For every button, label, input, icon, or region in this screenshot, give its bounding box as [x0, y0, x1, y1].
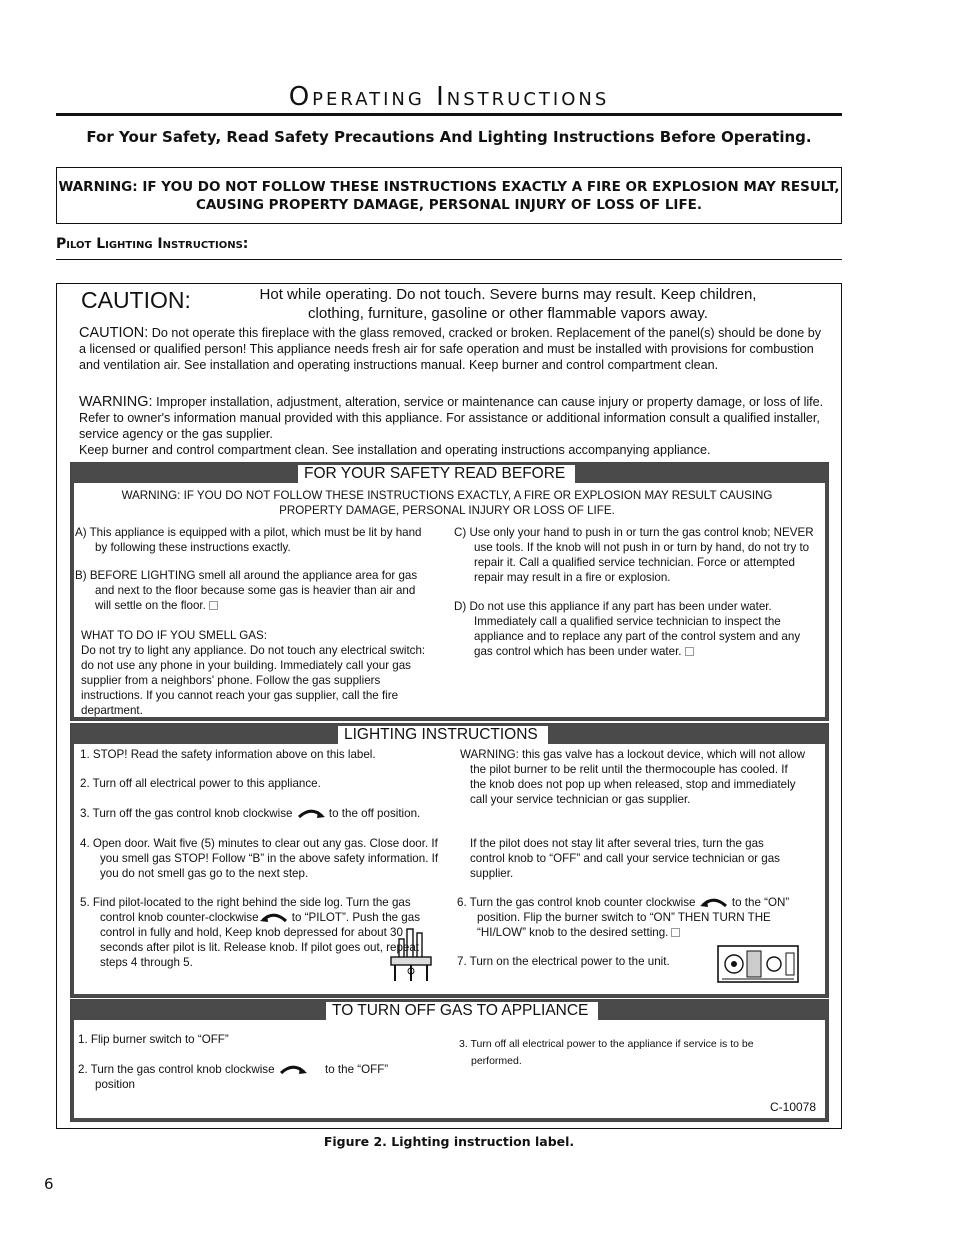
safety-item-c: C) Use only your hand to push in or turn the gas control knob; NEVER use tools. If the knob will not push in or turn by hand, do not try to repair it. Call a qualified service technician. Force or attempted repair may result in a fire or explosion. [454, 526, 814, 584]
smell-gas-text: Do not try to light any appliance. Do not touch any electrical switch: do not use any phone in your building. Immediately call your gas supplier from a neighbors' phone. Follow the gas suppliers instructions. If you cannot reach your gas supplier, call the fire department. [81, 644, 426, 717]
lockout-warning: WARNING: this gas valve has a lockout device, which will not allow the pilot burner to be relit until the thermocouple has cooled. If the knob does not pop up when released, stop and immediately call your service technician or gas supplier. [460, 748, 805, 806]
caution-lead: CAUTION: [79, 325, 149, 341]
page-number: 6 [44, 1175, 54, 1193]
title-rule [56, 113, 842, 116]
safety-item-d: D) Do not use this appliance if any part has been under water. Immediately call a qualified service technician to inspect the appliance and to replace any part of the control system and any gas control which has been under water. [454, 600, 801, 658]
section-heading: Pilot Lighting Instructions: [56, 236, 249, 252]
counter-clockwise-arrow-icon [699, 897, 729, 908]
safety-heading: For Your Safety, Read Safety Precautions And Lighting Instructions Before Operating. [86, 128, 812, 146]
lighting-step-4: 4. Open door. Wait five (5) minutes to clear out any gas. Close door. If you smell gas STOP! Follow “B” in the above safety information. If you do not smell gas go to the next step. [80, 837, 439, 880]
turnoff-panel-tab: TO TURN OFF GAS TO APPLIANCE [326, 1002, 598, 1020]
safety-item-b: B) BEFORE LIGHTING smell all around the appliance area for gas and next to the floor because some gas is heavier than air and will settle on the floor. [75, 569, 418, 612]
safety-item-a: A) This appliance is equipped with a pilot, which must be lit by hand by following these instructions exactly. [75, 526, 422, 554]
pilot-fail-text: If the pilot does not stay lit after several tries, turn the gas control knob to “OFF” and call your service technician or gas supplier. [470, 837, 780, 880]
warning-box-text: WARNING: IF YOU DO NOT FOLLOW THESE INSTRUCTIONS EXACTLY A FIRE OR EXPLOSION MAY RESULT, CAUSING PROPERTY DAMAGE, PERSONAL INJURY OF LOSS OF LIFE. [58, 179, 840, 213]
lighting-step-1: 1. STOP! Read the safety information above on this label. [80, 748, 376, 761]
turnoff-step-2: 2. Turn the gas control knob clockwise to the “OFF” [78, 1063, 389, 1076]
lighting-panel-tab: LIGHTING INSTRUCTIONS [338, 726, 548, 744]
counter-clockwise-arrow-icon [259, 912, 289, 923]
caution-title: CAUTION: [81, 287, 191, 313]
lighting-step-5: 5. Find pilot-located to the right behind the side log. Turn the gas control knob counter-clockwise to “PILOT”. Push the gas control in fully and hold, Keep knob depressed for about 30 seconds after pilot is lit. Release knob. If pilot goes out, repeat steps 4 through 5. [80, 896, 420, 969]
caution-paragraph [79, 325, 824, 373]
keep-clean-text: Keep burner and control compartment clean. See installation and operating instructions accompanying appliance. [79, 443, 711, 457]
clockwise-arrow-icon [296, 808, 326, 819]
section-rule [56, 259, 842, 260]
pilot-assembly-illustration [385, 925, 441, 983]
figure-caption: Figure 2. Lighting instruction label. [323, 1134, 575, 1149]
lighting-step-6: 6. Turn the gas control knob counter clockwise to the “ON” position. Flip the burner switch to “ON” THEN TURN THE “HI/LOW” knob to the desired setting. [457, 896, 790, 939]
label-code: C-10078 [770, 1100, 817, 1114]
turnoff-step-2-cont: position [95, 1078, 135, 1091]
caution-text: Hot while operating. Do not touch. Severe burns may result. Keep children, clothing, furniture, gasoline or other flammable vapors away. [259, 286, 757, 322]
warning-box [56, 167, 842, 224]
turnoff-step-1: 1. Flip burner switch to “OFF” [78, 1033, 229, 1046]
caution-body: Do not operate this fireplace with the glass removed, cracked or broken. Replacement of the panel(s) should be done by a licensed or qualified person! This appliance needs fresh air for safe operation and must be installed with provisions for combustion and ventilation air. See installation and operating instructions manual. Keep burner and control compartment clean. [79, 326, 822, 372]
page-title: Operating Instructions [288, 82, 610, 112]
safety-panel-tab: FOR YOUR SAFETY READ BEFORE [298, 465, 575, 483]
warning-body: Improper installation, adjustment, alteration, service or maintenance can cause injury or property damage, or loss of life. Refer to owner's information manual provided with this appliance. For assistance or additional information consult a qualified installer, service agency or the gas supplier. [79, 395, 824, 441]
lighting-step-3: 3. Turn off the gas control knob clockwise to the off position. [80, 807, 421, 820]
box-glyph-icon [209, 601, 218, 610]
smell-gas-heading: WHAT TO DO IF YOU SMELL GAS: [81, 629, 267, 642]
box-glyph-icon [685, 647, 694, 656]
box-glyph-icon [671, 928, 680, 937]
lighting-step-7: 7. Turn on the electrical power to the unit. [457, 955, 670, 968]
warning-paragraph [79, 394, 824, 442]
lighting-step-2: 2. Turn off all electrical power to this appliance. [80, 777, 321, 790]
warning-lead: WARNING: [79, 394, 153, 410]
gas-valve-illustration [714, 943, 802, 985]
clockwise-arrow-icon [278, 1064, 308, 1075]
turnoff-step-3: 3. Turn off all electrical power to the appliance if service is to be performed. [459, 1038, 754, 1067]
safety-warning: WARNING: IF YOU DO NOT FOLLOW THESE INSTRUCTIONS EXACTLY, A FIRE OR EXPLOSION MAY RESULT CAUSING PROPERTY DAMAGE, PERSONAL INJURY OR LOSS OF LIFE. [121, 489, 773, 517]
